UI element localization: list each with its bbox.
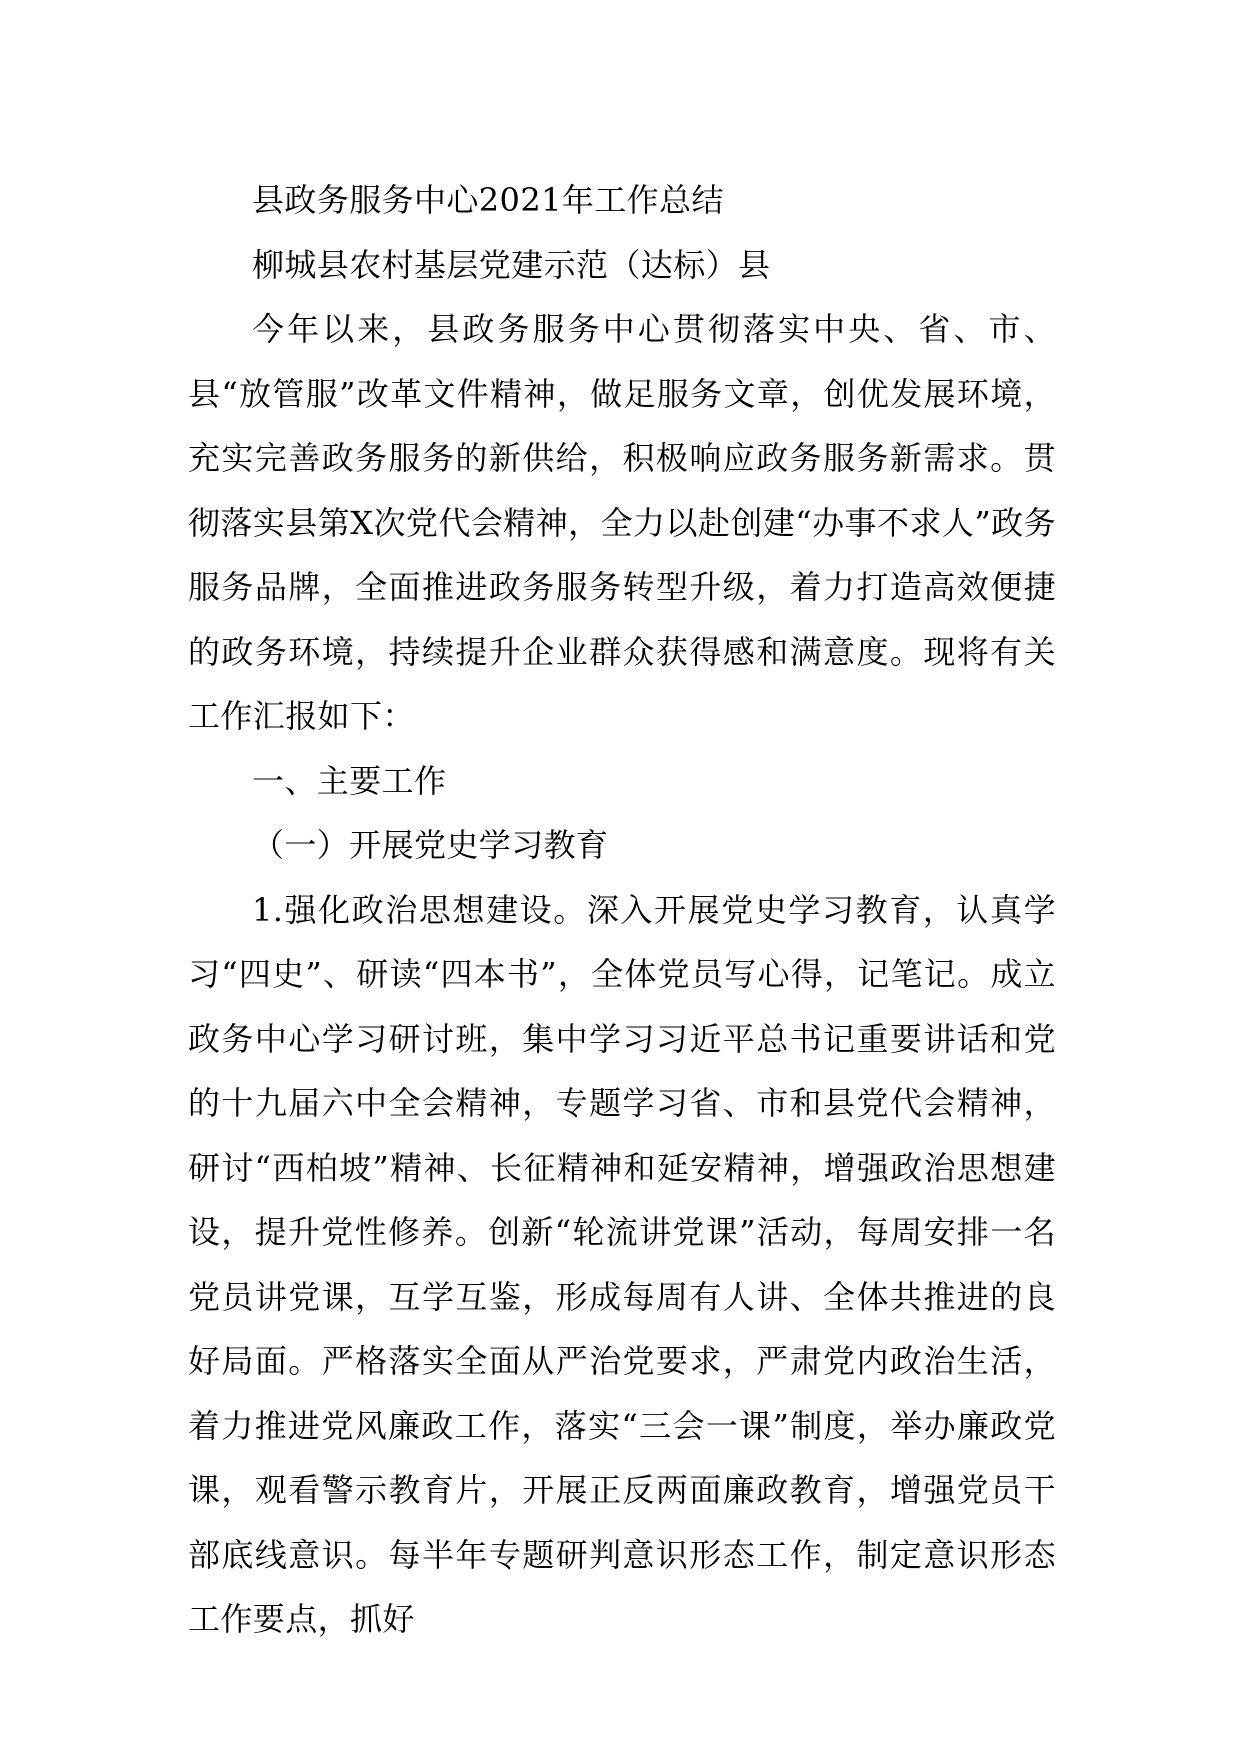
intro-paragraph: 今年以来，县政务服务中心贯彻落实中央、省、市、县“放管服”改革文件精神，做足服务文章，创优发展环境，充实完善政务服务的新供给，积极响应政务服务新需求。贯彻落实县第X次党代会精神，全力以赴创建“办事不求人”政务服务品牌，全面推进政务服务转型升级，着力打造高效便捷的政务环境，持续提升企业群众获得感和满意度。现将有关工作汇报如下： [188, 310, 1056, 735]
document-body [188, 168, 1056, 1652]
document-subtitle: 柳城县农村基层党建示范（达标）县 [252, 245, 771, 284]
subsection-heading-party-history: （一）开展党史学习教育 [252, 826, 609, 864]
document-title: 县政务服务中心2021年工作总结 [252, 181, 724, 219]
item-political-construction: 1.强化政治思想建设。深入开展党史学习教育，认真学习“四史”、研读“四本书”，全体党员写心得，记笔记。成立政务中心学习研讨班，集中学习习近平总书记重要讲话和党的十九届六中全会精神，专题学习省、市和县党代会精神，研讨“西柏坡”精神、长征精神和延安精神，增强政治思想建设，提升党性修养。创新“轮流讲党课”活动，每周安排一名党员讲党课，互学互鉴，形成每周有人讲、全体共推进的良好局面。严格落实全面从严治党要求，严肃党内政治生活，着力推进党风廉政工作，落实“三会一课”制度，举办廉政党课，观看警示教育片，开展正反两面廉政教育，增强党员干部底线意识。每半年专题研判意识形态工作，制定意识形态工作要点，抓好 [188, 890, 1056, 1638]
section-heading-main-work: 一、主要工作 [252, 761, 447, 800]
